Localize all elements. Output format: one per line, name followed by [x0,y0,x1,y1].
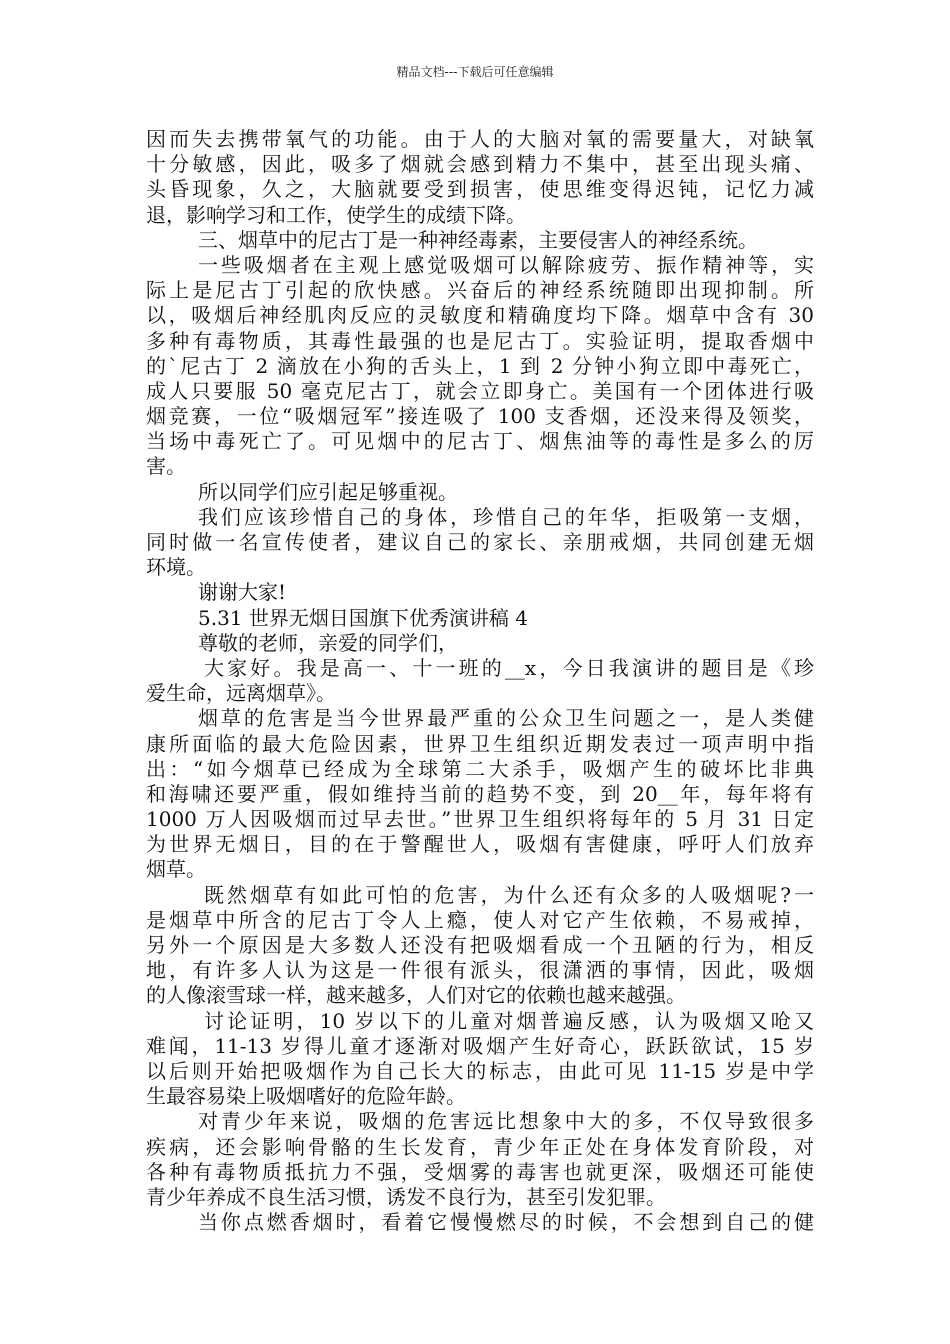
text-line: 疾病，还会影响骨骼的生长发育，青少年正处在身体发育阶段，对 [146,1134,814,1159]
text-line: 的人像滚雪球一样，越来越多，人们对它的依赖也越来越强。 [146,983,686,1008]
text-line: 为世界无烟日，目的在于警醒世人，吸烟有害健康，呼吁人们放弃 [146,832,814,857]
text-line: 因而失去携带氧气的功能。由于人的大脑对氧的需要量大，对缺氧 [146,127,814,151]
text-line: 成人只要服 50 毫克尼古丁，就会立即身亡。美国有一个团体进行吸 [146,378,814,403]
text-line: 康所面临的最大危险因素，世界卫生组织近期发表过一项声明中指 [146,731,814,756]
page-header: 精品文档---下载后可任意编辑 [396,65,554,79]
document-body [146,127,814,1235]
text-line: 出：“如今烟草已经成为全球第二大杀手，吸烟产生的破坏比非典 [146,756,814,781]
text-line: 烟草。 [146,857,206,882]
text-line: 害。 [146,454,186,479]
text-line: 尊敬的老师，亲爱的同学们， [198,630,458,655]
text-line: 和海啸还要严重，假如维持当前的趋势不变，到 20__年，每年将有 [146,781,814,806]
text-line: 生最容易染上吸烟嗜好的危险年龄。 [146,1084,466,1109]
text-line: 所以同学们应引起足够重视。 [198,479,458,504]
text-line: 三、烟草中的尼古丁是一种神经毒素，主要侵害人的神经系统。 [198,227,758,252]
text-line: 以，吸烟后神经肌肉反应的灵敏度和精确度均下降。烟草中含有 30 [146,303,814,328]
text-line: 大家好。我是高一、十一班的__x，今日我演讲的题目是《珍 [204,655,814,680]
text-line: 当场中毒死亡了。可见烟中的尼古丁、烟焦油等的毒性是多么的厉 [146,429,814,454]
text-line: 对青少年来说，吸烟的危害远比想象中大的多，不仅导致很多 [198,1109,814,1134]
text-line: 当你点燃香烟时，看着它慢慢燃尽的时候，不会想到自己的健 [198,1210,814,1235]
text-line: 十分敏感，因此，吸多了烟就会感到精力不集中，甚至出现头痛、 [146,152,814,177]
text-line: 我们应该珍惜自己的身体，珍惜自己的年华，拒吸第一支烟， [198,504,814,529]
text-line: 环境。 [146,555,206,580]
text-line: 退，影响学习和工作，使学生的成绩下降。 [146,202,526,227]
text-line: 一些吸烟者在主观上感觉吸烟可以解除疲劳、振作精神等，实 [198,252,814,277]
text-line: 地，有许多人认为这是一件很有派头，很潇洒的事情，因此，吸烟 [146,958,814,983]
text-line: 1000 万人因吸烟而过早去世。”世界卫生组织将每年的 5 月 31 日定 [146,807,814,832]
text-line: 以后则开始把吸烟作为自己长大的标志，由此可见 11-15 岁是中学 [146,1058,814,1083]
text-line: 爱生命，远离烟草》。 [146,681,336,706]
text-line: 讨论证明，10 岁以下的儿童对烟普遍反感，认为吸烟又呛又 [204,1008,814,1033]
text-line: 烟草的危害是当今世界最严重的公众卫生问题之一，是人类健 [198,706,814,731]
text-line: 头昏现象，久之，大脑就要受到损害，使思维变得迟钝，记忆力减 [146,177,814,202]
text-line: 多种有毒物质，其毒性最强的也是尼古丁。实验证明，提取香烟中 [146,328,814,353]
text-line: 另外一个原因是大多数人还没有把吸烟看成一个丑陋的行为，相反 [146,933,814,957]
text-line: 既然烟草有如此可怕的危害，为什么还有众多的人吸烟呢?一 [204,882,814,907]
text-line: 际上是尼古丁引起的欣快感。兴奋后的神经系统随即出现抑制。所 [146,278,814,303]
text-line: 难闻，11-13 岁得儿童才逐渐对吸烟产生好奇心，跃跃欲试，15 岁 [146,1033,814,1058]
text-line: 的`尼古丁 2 滴放在小狗的舌头上，1 到 2 分钟小狗立即中毒死亡， [146,353,814,378]
text-line: 烟竞赛，一位“吸烟冠军”接连吸了 100 支香烟，还没来得及领奖， [146,404,814,429]
text-line: 是烟草中所含的尼古丁令人上瘾，使人对它产生依赖，不易戒掉， [146,907,814,932]
text-line: 同时做一名宣传使者，建议自己的家长、亲朋戒烟，共同创建无烟 [146,530,814,554]
text-line: 各种有毒物质抵抗力不强，受烟雾的毒害也就更深，吸烟还可能使 [146,1159,814,1184]
text-line: 谢谢大家! [198,580,287,605]
text-line: 青少年养成不良生活习惯，诱发不良行为，甚至引发犯罪。 [146,1184,666,1209]
section-heading: 5.31 世界无烟日国旗下优秀演讲稿 4 [198,605,528,630]
